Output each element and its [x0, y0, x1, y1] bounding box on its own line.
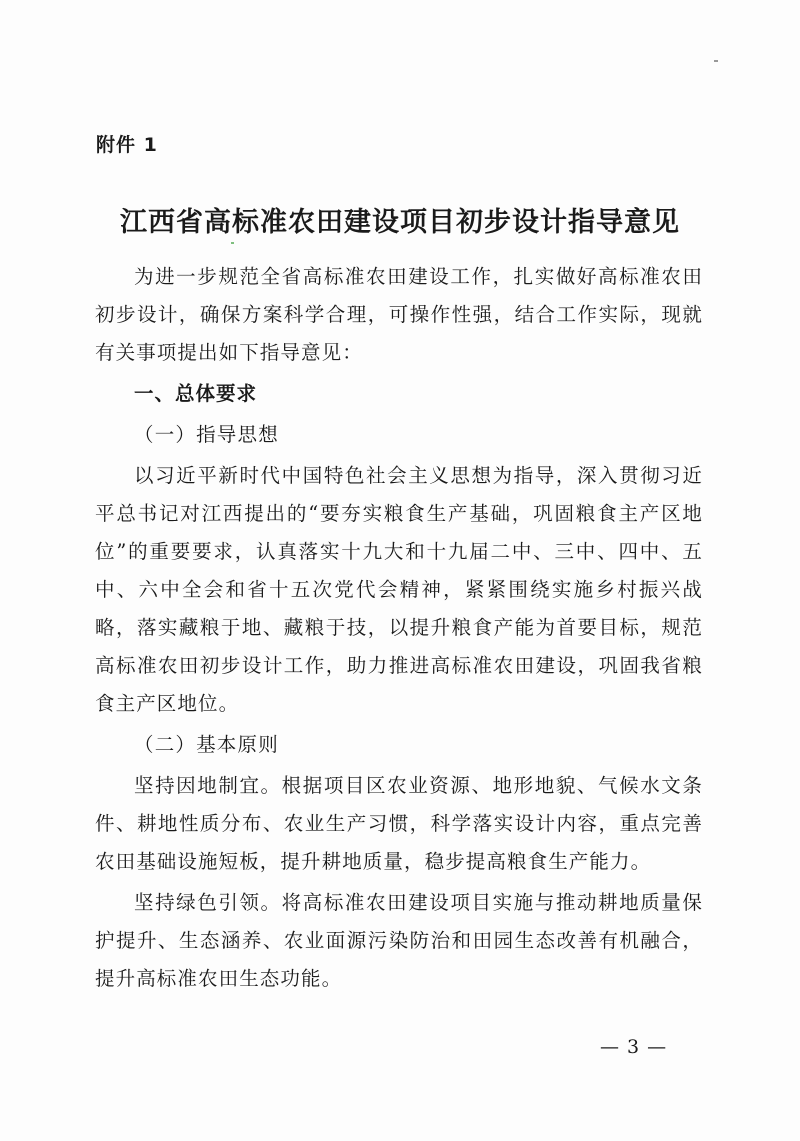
principle-paragraph: 坚持绿色引领。将高标准农田建设项目实施与推动耕地质量保护提升、生态涵养、农业面源污染防治和田园生态改善有机融合，提升高标准农田生态功能。 — [95, 891, 703, 990]
scan-speck — [231, 242, 234, 244]
document-title: 江西省高标准农田建设项目初步设计指导意见 — [120, 207, 680, 238]
subsection-heading: （一）指导思想 — [134, 423, 279, 446]
page-number: — 3 — — [600, 1036, 668, 1058]
attachment-label: 附件 1 — [96, 134, 158, 156]
guiding-ideology-paragraph: 以习近平新时代中国特色社会主义思想为指导，深入贯彻习近平总书记对江西提出的“要夯实粮食生产基础，巩固粮食主产区地位”的重要要求，认真落实十九大和十九届二中、三中、四中、五中、六中全会和省十五次党代会精神，紧紧围绕实施乡村振兴战略，落实藏粮于地、藏粮于技，以提升粮食产能为首要目标，规范高标准农田初步设计工作，助力推进高标准农田建设，巩固我省粮食主产区地位。 — [95, 464, 703, 715]
intro-paragraph: 为进一步规范全省高标准农田建设工作，扎实做好高标准农田初步设计，确保方案科学合理，可操作性强，结合工作实际，现就有关事项提出如下指导意见： — [95, 265, 703, 364]
subsection-heading: （二）基本原则 — [134, 733, 279, 756]
document-body — [95, 258, 703, 1001]
principle-paragraph: 坚持因地制宜。根据项目区农业资源、地形地貌、气候水文条件、耕地性质分布、农业生产习惯，科学落实设计内容，重点完善农田基础设施短板，提升耕地质量，稳步提高粮食生产能力。 — [95, 774, 703, 873]
scan-speck — [714, 60, 718, 62]
section-heading: 一、总体要求 — [134, 382, 258, 405]
